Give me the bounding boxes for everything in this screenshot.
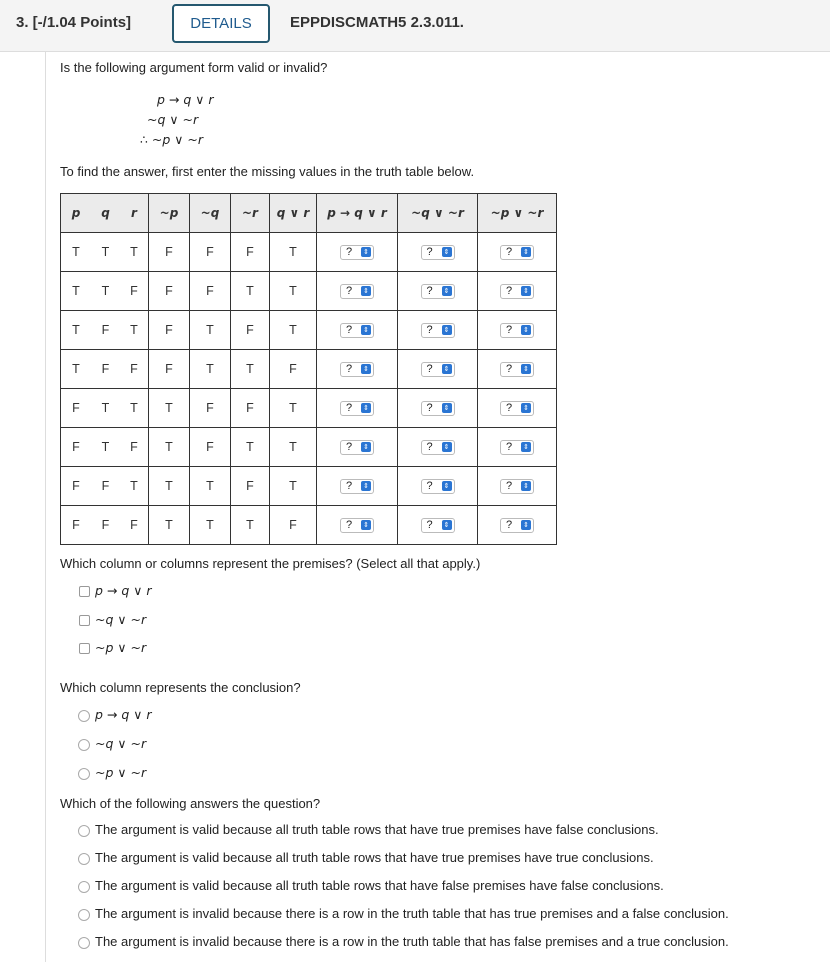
truth-value-cell: F <box>91 311 120 350</box>
truth-value-cell: F <box>190 428 231 467</box>
truth-value-cell: T <box>270 389 317 428</box>
truth-value-select-cell <box>478 272 557 311</box>
truth-value-cell: F <box>61 506 92 545</box>
premise-option-label[interactable]: ~p ∨ ~r <box>95 640 147 655</box>
truth-value-cell: T <box>190 350 231 389</box>
truth-value-select[interactable] <box>500 362 534 377</box>
truth-value-select-cell <box>478 506 557 545</box>
argument-conclusion: ∴ ~p ∨ ~r <box>140 132 204 147</box>
truth-value-select[interactable] <box>421 440 455 455</box>
truth-value-cell: F <box>120 350 149 389</box>
select-value: ? <box>346 246 353 259</box>
truth-value-select-cell <box>317 506 398 545</box>
select-value: ? <box>426 324 433 337</box>
chevron-updown-icon: ⇕ <box>521 325 531 335</box>
truth-value-cell: F <box>61 428 92 467</box>
truth-value-select[interactable] <box>421 479 455 494</box>
select-value: ? <box>346 285 353 298</box>
truth-table <box>60 193 557 545</box>
chevron-updown-icon: ⇕ <box>521 481 531 491</box>
truth-value-cell: T <box>270 233 317 272</box>
truth-value-cell: T <box>231 272 270 311</box>
table-row <box>61 467 557 506</box>
chevron-updown-icon: ⇕ <box>521 520 531 530</box>
answer-option-label[interactable]: The argument is valid because all truth table rows that have false premises have false conclusions. <box>95 878 664 893</box>
details-button[interactable]: DETAILS <box>172 4 270 43</box>
answer-option-radio[interactable] <box>78 853 90 865</box>
conclusion-question: Which column represents the conclusion? <box>60 680 301 695</box>
chevron-updown-icon: ⇕ <box>521 403 531 413</box>
answer-option-radio[interactable] <box>78 881 90 893</box>
truth-value-select[interactable] <box>340 362 374 377</box>
premise-option-label[interactable]: ~q ∨ ~r <box>95 611 147 627</box>
select-value: ? <box>426 285 433 298</box>
truth-value-cell: T <box>270 311 317 350</box>
select-value: ? <box>346 363 353 376</box>
chevron-updown-icon: ⇕ <box>521 247 531 257</box>
truth-value-cell: F <box>120 272 149 311</box>
truth-value-select-cell <box>478 428 557 467</box>
truth-value-select-cell <box>398 272 478 311</box>
answer-option-label[interactable]: The argument is invalid because there is a row in the truth table that has true premises and a false conclusion. <box>95 906 729 921</box>
truth-value-cell: F <box>149 233 190 272</box>
truth-value-select[interactable] <box>500 440 534 455</box>
truth-value-cell: F <box>270 350 317 389</box>
conclusion-option-radio[interactable] <box>78 768 90 780</box>
answer-option-label[interactable]: The argument is valid because all truth table rows that have true premises have false conclusions. <box>95 822 659 837</box>
truth-value-select-cell <box>317 311 398 350</box>
select-value: ? <box>506 480 513 493</box>
truth-value-cell: F <box>120 506 149 545</box>
truth-value-cell: T <box>270 272 317 311</box>
chevron-updown-icon: ⇕ <box>361 325 371 335</box>
conclusion-option-radio[interactable] <box>78 710 90 722</box>
truth-value-select-cell <box>398 389 478 428</box>
truth-value-cell: T <box>91 428 120 467</box>
truth-value-select-cell <box>398 311 478 350</box>
select-value: ? <box>506 246 513 259</box>
chevron-updown-icon: ⇕ <box>442 481 452 491</box>
truth-value-select[interactable] <box>340 440 374 455</box>
truth-value-cell: F <box>190 233 231 272</box>
select-value: ? <box>346 480 353 493</box>
premise-option-checkbox[interactable] <box>79 643 90 654</box>
chevron-updown-icon: ⇕ <box>361 247 371 257</box>
truth-table-header: p → q ∨ r <box>317 194 398 233</box>
truth-value-cell: F <box>91 467 120 506</box>
chevron-updown-icon: ⇕ <box>361 442 371 452</box>
truth-value-cell: F <box>231 233 270 272</box>
argument-premise-2: ~q ∨ ~r <box>147 112 199 127</box>
answer-option-radio[interactable] <box>78 825 90 837</box>
select-value: ? <box>346 324 353 337</box>
question-header <box>0 0 830 52</box>
chevron-updown-icon: ⇕ <box>442 520 452 530</box>
truth-value-select-cell <box>478 467 557 506</box>
truth-value-cell: T <box>149 428 190 467</box>
truth-value-cell: T <box>231 350 270 389</box>
truth-value-cell: F <box>190 389 231 428</box>
truth-value-select[interactable] <box>421 362 455 377</box>
truth-table-header: ~r <box>231 194 270 233</box>
truth-value-select-cell <box>478 389 557 428</box>
select-value: ? <box>346 519 353 532</box>
question-points: 3. [-/1.04 Points] <box>16 14 132 31</box>
truth-value-select-cell <box>317 389 398 428</box>
truth-value-select[interactable] <box>500 245 534 260</box>
truth-value-select[interactable] <box>340 245 374 260</box>
chevron-updown-icon: ⇕ <box>442 403 452 413</box>
truth-value-select[interactable] <box>500 323 534 338</box>
chevron-updown-icon: ⇕ <box>442 247 452 257</box>
truth-value-cell: F <box>61 389 92 428</box>
truth-table-header: p <box>61 194 92 233</box>
select-value: ? <box>346 402 353 415</box>
truth-value-select[interactable] <box>340 401 374 416</box>
truth-value-cell: T <box>91 389 120 428</box>
truth-value-cell: T <box>231 506 270 545</box>
truth-value-cell: T <box>190 467 231 506</box>
truth-value-cell: T <box>120 389 149 428</box>
truth-value-cell: T <box>231 428 270 467</box>
select-value: ? <box>506 402 513 415</box>
premise-option-checkbox[interactable] <box>79 615 90 626</box>
truth-value-select[interactable] <box>500 401 534 416</box>
truth-value-cell: T <box>120 467 149 506</box>
select-value: ? <box>426 480 433 493</box>
truth-value-select-cell <box>398 506 478 545</box>
truth-value-cell: F <box>61 467 92 506</box>
truth-value-cell: F <box>149 311 190 350</box>
truth-value-select[interactable] <box>340 479 374 494</box>
truth-value-select-cell <box>317 350 398 389</box>
truth-value-select-cell <box>478 233 557 272</box>
truth-value-cell: T <box>149 467 190 506</box>
truth-value-select-cell <box>398 467 478 506</box>
truth-value-cell: T <box>120 233 149 272</box>
chevron-updown-icon: ⇕ <box>521 442 531 452</box>
premises-question: Which column or columns represent the premises? (Select all that apply.) <box>60 556 481 571</box>
answer-option-label[interactable]: The argument is invalid because there is a row in the truth table that has false premises and a true conclusion. <box>95 934 729 949</box>
argument-premise-1: p → q ∨ r <box>157 92 214 107</box>
select-value: ? <box>426 246 433 259</box>
chevron-updown-icon: ⇕ <box>361 403 371 413</box>
truth-value-cell: T <box>91 233 120 272</box>
truth-value-select-cell <box>317 233 398 272</box>
truth-value-cell: T <box>149 506 190 545</box>
chevron-updown-icon: ⇕ <box>442 442 452 452</box>
chevron-updown-icon: ⇕ <box>521 286 531 296</box>
chevron-updown-icon: ⇕ <box>442 286 452 296</box>
premise-option-checkbox[interactable] <box>79 586 90 597</box>
truth-value-select-cell <box>317 272 398 311</box>
answer-question: Which of the following answers the question? <box>60 796 321 811</box>
truth-value-cell: T <box>91 272 120 311</box>
truth-value-cell: T <box>61 233 92 272</box>
truth-value-select[interactable] <box>421 401 455 416</box>
table-row <box>61 272 557 311</box>
truth-value-cell: F <box>231 311 270 350</box>
chevron-updown-icon: ⇕ <box>442 325 452 335</box>
truth-value-select[interactable] <box>500 479 534 494</box>
select-value: ? <box>506 441 513 454</box>
answer-option-label[interactable]: The argument is valid because all truth table rows that have true premises have true conclusions. <box>95 850 654 865</box>
truth-value-cell: F <box>190 272 231 311</box>
conclusion-option-label[interactable]: p → q ∨ r <box>95 707 152 722</box>
truth-value-select-cell <box>398 428 478 467</box>
table-row <box>61 389 557 428</box>
truth-value-select[interactable] <box>340 284 374 299</box>
chevron-updown-icon: ⇕ <box>521 364 531 374</box>
truth-table-header: ~p ∨ ~r <box>478 194 557 233</box>
select-value: ? <box>506 363 513 376</box>
select-value: ? <box>426 519 433 532</box>
truth-value-select[interactable] <box>421 284 455 299</box>
truth-value-select[interactable] <box>340 323 374 338</box>
truth-table-header: q ∨ r <box>270 194 317 233</box>
table-row <box>61 233 557 272</box>
truth-value-cell: T <box>61 311 92 350</box>
truth-value-cell: F <box>120 428 149 467</box>
chevron-updown-icon: ⇕ <box>361 481 371 491</box>
truth-value-select[interactable] <box>500 284 534 299</box>
truth-value-select-cell <box>317 467 398 506</box>
select-value: ? <box>506 285 513 298</box>
conclusion-option-label[interactable]: ~p ∨ ~r <box>95 765 147 780</box>
truth-table-header: ~p <box>149 194 190 233</box>
table-row <box>61 311 557 350</box>
truth-value-select[interactable] <box>340 518 374 533</box>
truth-value-cell: F <box>270 506 317 545</box>
truth-table-header: r <box>120 194 149 233</box>
truth-value-select-cell <box>398 233 478 272</box>
table-row <box>61 506 557 545</box>
chevron-updown-icon: ⇕ <box>361 364 371 374</box>
truth-value-cell: T <box>61 272 92 311</box>
question-code: EPPDISCMATH5 2.3.011. <box>290 14 464 31</box>
truth-value-cell: T <box>149 389 190 428</box>
truth-value-select-cell <box>317 428 398 467</box>
chevron-updown-icon: ⇕ <box>361 286 371 296</box>
select-value: ? <box>426 441 433 454</box>
truth-table-header: ~q <box>190 194 231 233</box>
truth-value-cell: T <box>270 428 317 467</box>
select-value: ? <box>346 441 353 454</box>
question-prompt: Is the following argument form valid or invalid? <box>60 60 328 75</box>
table-row <box>61 350 557 389</box>
truth-value-select[interactable] <box>500 518 534 533</box>
truth-value-select[interactable] <box>421 518 455 533</box>
truth-table-header: ~q ∨ ~r <box>398 194 478 233</box>
truth-value-cell: T <box>190 506 231 545</box>
chevron-updown-icon: ⇕ <box>442 364 452 374</box>
chevron-updown-icon: ⇕ <box>361 520 371 530</box>
truth-value-cell: F <box>149 272 190 311</box>
conclusion-option-radio[interactable] <box>78 739 90 751</box>
answer-option-radio[interactable] <box>78 937 90 949</box>
select-value: ? <box>426 363 433 376</box>
answer-option-radio[interactable] <box>78 909 90 921</box>
truth-value-cell: F <box>91 350 120 389</box>
table-row <box>61 428 557 467</box>
truth-value-select[interactable] <box>421 245 455 260</box>
truth-value-cell: F <box>231 467 270 506</box>
truth-value-cell: T <box>270 467 317 506</box>
table-instruction: To find the answer, first enter the missing values in the truth table below. <box>60 164 475 179</box>
select-value: ? <box>426 402 433 415</box>
truth-value-cell: T <box>190 311 231 350</box>
truth-value-cell: T <box>61 350 92 389</box>
truth-value-select-cell <box>398 350 478 389</box>
select-value: ? <box>506 519 513 532</box>
truth-value-cell: T <box>120 311 149 350</box>
truth-value-cell: F <box>149 350 190 389</box>
truth-value-select-cell <box>478 350 557 389</box>
truth-value-cell: F <box>231 389 270 428</box>
truth-value-cell: F <box>91 506 120 545</box>
premise-option-label[interactable]: p → q ∨ r <box>95 583 152 598</box>
truth-value-select-cell <box>478 311 557 350</box>
truth-value-select[interactable] <box>421 323 455 338</box>
conclusion-option-label[interactable]: ~q ∨ ~r <box>95 736 147 751</box>
select-value: ? <box>506 324 513 337</box>
truth-table-header: q <box>91 194 120 233</box>
